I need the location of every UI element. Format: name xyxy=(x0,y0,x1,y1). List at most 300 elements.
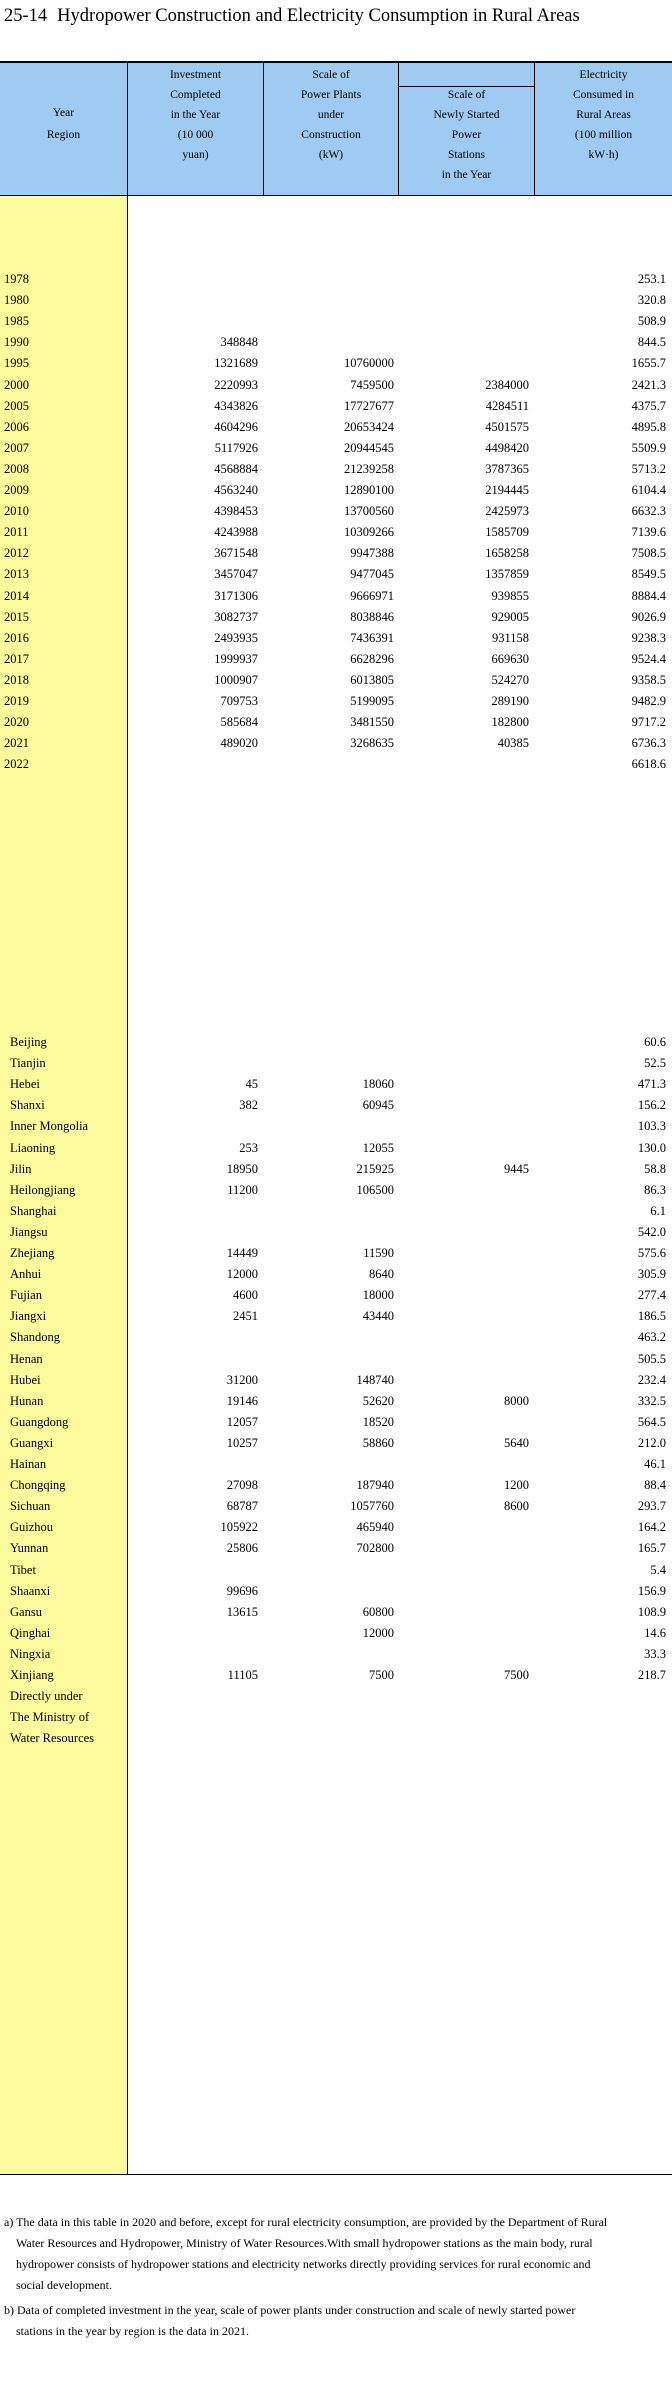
table-row-region xyxy=(0,1201,672,1221)
table-row-year xyxy=(0,501,672,521)
row-label: Hainan xyxy=(10,1457,47,1471)
footnote-line: stations in the year by region is the data in 2021. xyxy=(16,2324,249,2338)
cell-electricity: 232.4 xyxy=(637,1373,666,1387)
table-row-region xyxy=(0,1454,672,1474)
table-row-year xyxy=(0,375,672,395)
cell-investment: 2220993 xyxy=(214,378,258,392)
cell-scale-construction: 3481550 xyxy=(350,715,394,729)
cell-newly-started: 4284511 xyxy=(485,399,529,413)
cell-scale-construction: 7500 xyxy=(369,1668,394,1682)
table-row-region xyxy=(0,1264,672,1284)
table-row-region xyxy=(0,1707,672,1727)
row-label: 2009 xyxy=(4,483,29,497)
cell-scale-construction: 7459500 xyxy=(350,378,394,392)
row-label: 1995 xyxy=(4,356,29,370)
row-label: Anhui xyxy=(10,1267,42,1281)
cell-scale-construction: 60945 xyxy=(362,1098,394,1112)
table-row-region xyxy=(0,1602,672,1622)
cell-newly-started: 5640 xyxy=(504,1436,529,1450)
cell-newly-started: 2194445 xyxy=(485,483,529,497)
cell-newly-started: 1585709 xyxy=(485,525,529,539)
row-label: Shandong xyxy=(10,1330,60,1344)
header-line: Rural Areas xyxy=(576,109,631,121)
row-label: 1990 xyxy=(4,335,29,349)
cell-scale-construction: 9666971 xyxy=(350,589,394,603)
cell-electricity: 844.5 xyxy=(637,335,666,349)
cell-electricity: 164.2 xyxy=(637,1520,666,1534)
cell-electricity: 8549.5 xyxy=(631,567,666,581)
cell-newly-started: 2384000 xyxy=(485,378,529,392)
row-label: Tibet xyxy=(10,1563,36,1577)
row-label: 2020 xyxy=(4,715,29,729)
header-line: Consumed in xyxy=(572,89,634,101)
table-number: 25-14 xyxy=(4,6,48,26)
cell-electricity: 463.2 xyxy=(637,1330,666,1344)
header-line: in the Year xyxy=(441,169,492,181)
cell-investment: 99696 xyxy=(226,1584,258,1598)
header-region-label: Region xyxy=(46,129,81,141)
table-row-region xyxy=(0,1349,672,1369)
header-line: Scale of xyxy=(447,89,486,101)
cell-investment: 4568884 xyxy=(214,462,258,476)
cell-electricity: 186.5 xyxy=(637,1309,666,1323)
cell-scale-construction: 20944545 xyxy=(344,441,394,455)
table-row-year xyxy=(0,396,672,416)
cell-electricity: 86.3 xyxy=(644,1183,666,1197)
cell-scale-construction: 21239258 xyxy=(344,462,394,476)
table-row-region xyxy=(0,1686,672,1706)
table-row-year xyxy=(0,607,672,627)
cell-scale-construction: 60800 xyxy=(362,1605,394,1619)
header-scale-construction xyxy=(264,63,399,195)
header-line: Investment xyxy=(169,69,222,81)
table-row-region xyxy=(0,1560,672,1580)
cell-electricity: 218.7 xyxy=(637,1668,666,1682)
row-label: 2005 xyxy=(4,399,29,413)
table-row-year xyxy=(0,649,672,669)
row-label: Liaoning xyxy=(10,1141,56,1155)
cell-scale-construction: 58860 xyxy=(362,1436,394,1450)
header-line: under xyxy=(317,109,345,121)
table-row-region xyxy=(0,1623,672,1643)
cell-electricity: 156.2 xyxy=(637,1098,666,1112)
cell-investment: 1000907 xyxy=(214,673,258,687)
cell-scale-construction: 702800 xyxy=(356,1541,394,1555)
footnote-line: a) The data in this table in 2020 and before, except for rural electricity consumption, are provided by the Department of Rural xyxy=(4,2215,608,2229)
cell-electricity: 5713.2 xyxy=(631,462,666,476)
cell-investment: 11200 xyxy=(227,1183,258,1197)
table-row-region xyxy=(0,1053,672,1073)
row-label: Zhejiang xyxy=(10,1246,55,1260)
cell-electricity: 508.9 xyxy=(637,314,666,328)
cell-newly-started: 9445 xyxy=(504,1162,529,1176)
cell-electricity: 6104.4 xyxy=(631,483,666,497)
cell-electricity: 58.8 xyxy=(644,1162,666,1176)
cell-investment: 4243988 xyxy=(214,525,258,539)
table-title: Hydropower Construction and Electricity Consumption in Rural Areas xyxy=(57,6,580,26)
cell-electricity: 9026.9 xyxy=(631,610,666,624)
header-newly-started xyxy=(399,63,535,195)
table-row-region xyxy=(0,1581,672,1601)
cell-investment: 3171306 xyxy=(214,589,258,603)
cell-investment: 253 xyxy=(239,1141,258,1155)
cell-scale-construction: 13700560 xyxy=(344,504,394,518)
row-label: Directly under xyxy=(10,1689,83,1703)
cell-electricity: 471.3 xyxy=(637,1077,666,1091)
cell-scale-construction: 6013805 xyxy=(350,673,394,687)
cell-newly-started: 4498420 xyxy=(485,441,529,455)
cell-electricity: 4895.8 xyxy=(631,420,666,434)
row-label: 2008 xyxy=(4,462,29,476)
table-row-region xyxy=(0,1032,672,1052)
cell-electricity: 9717.2 xyxy=(631,715,666,729)
header-line: (kW) xyxy=(318,149,344,161)
cell-scale-construction: 12055 xyxy=(362,1141,394,1155)
cell-newly-started: 289190 xyxy=(491,694,529,708)
row-label: Shaanxi xyxy=(10,1584,51,1598)
cell-investment: 31200 xyxy=(226,1373,258,1387)
cell-scale-construction: 1057760 xyxy=(350,1499,394,1513)
cell-electricity: 6632.3 xyxy=(631,504,666,518)
row-label: 2013 xyxy=(4,567,29,581)
cell-investment: 4563240 xyxy=(214,483,258,497)
table-row-year xyxy=(0,754,672,774)
table-row-year xyxy=(0,522,672,542)
footnote-b xyxy=(4,2300,664,2342)
row-label: Xinjiang xyxy=(10,1668,54,1682)
cell-scale-construction: 43440 xyxy=(362,1309,394,1323)
row-label: Ningxia xyxy=(10,1647,51,1661)
cell-electricity: 156.9 xyxy=(637,1584,666,1598)
cell-newly-started: 182800 xyxy=(491,715,529,729)
row-label: Jiangxi xyxy=(10,1309,47,1323)
row-label: Hebei xyxy=(10,1077,40,1091)
cell-electricity: 253.1 xyxy=(637,272,666,286)
cell-electricity: 33.3 xyxy=(644,1647,666,1661)
cell-scale-construction: 18000 xyxy=(362,1288,394,1302)
header-investment xyxy=(128,63,264,195)
row-label: Gansu xyxy=(10,1605,42,1619)
cell-electricity: 88.4 xyxy=(644,1478,666,1492)
cell-investment: 3082737 xyxy=(214,610,258,624)
cell-newly-started: 1658258 xyxy=(485,546,529,560)
cell-scale-construction: 12000 xyxy=(362,1626,394,1640)
table-row-year xyxy=(0,543,672,563)
row-label: Henan xyxy=(10,1352,43,1366)
table-row-year xyxy=(0,628,672,648)
footnote-line: Water Resources and Hydropower, Ministry of Water Resources.With small hydropower stations as the main body, rural xyxy=(16,2236,593,2250)
cell-scale-construction: 148740 xyxy=(356,1373,394,1387)
cell-investment: 1321689 xyxy=(214,356,258,370)
cell-scale-construction: 6628296 xyxy=(350,652,394,666)
cell-scale-construction: 11590 xyxy=(363,1246,394,1260)
cell-investment: 12000 xyxy=(226,1267,258,1281)
cell-electricity: 165.7 xyxy=(637,1541,666,1555)
cell-newly-started: 4501575 xyxy=(485,420,529,434)
page-title xyxy=(4,6,580,27)
cell-electricity: 108.9 xyxy=(637,1605,666,1619)
cell-scale-construction: 12890100 xyxy=(344,483,394,497)
row-label: Sichuan xyxy=(10,1499,51,1513)
row-label: Beijing xyxy=(10,1035,47,1049)
table-row-year xyxy=(0,480,672,500)
table-row-region xyxy=(0,1074,672,1094)
row-label: 1980 xyxy=(4,293,29,307)
row-label: 2011 xyxy=(4,525,29,539)
cell-electricity: 542.0 xyxy=(637,1225,666,1239)
cell-electricity: 9482.9 xyxy=(631,694,666,708)
cell-scale-construction: 5199095 xyxy=(350,694,394,708)
cell-investment: 4604296 xyxy=(214,420,258,434)
cell-investment: 5117926 xyxy=(214,441,258,455)
table-row-year xyxy=(0,438,672,458)
footnote-line: hydropower consists of hydropower stations and electricity networks directly providing services for rural economic and xyxy=(16,2257,591,2271)
row-label: 2019 xyxy=(4,694,29,708)
cell-investment: 4600 xyxy=(233,1288,258,1302)
cell-electricity: 6736.3 xyxy=(631,736,666,750)
row-label: 2007 xyxy=(4,441,29,455)
cell-newly-started: 929005 xyxy=(491,610,529,624)
row-label: 2006 xyxy=(4,420,29,434)
header-line: Stations xyxy=(447,149,486,161)
row-label: Water Resources xyxy=(10,1731,95,1745)
cell-scale-construction: 9477045 xyxy=(350,567,394,581)
table-row-region xyxy=(0,1538,672,1558)
table-row-year xyxy=(0,311,672,331)
cell-scale-construction: 106500 xyxy=(356,1183,394,1197)
header-line: Electricity xyxy=(579,69,628,81)
cell-investment: 12057 xyxy=(226,1415,258,1429)
row-label: 2022 xyxy=(4,757,29,771)
table-row-region xyxy=(0,1517,672,1537)
row-label: Chongqing xyxy=(10,1478,66,1492)
cell-investment: 4343826 xyxy=(214,399,258,413)
footnote-line: social development. xyxy=(16,2278,112,2292)
row-label: Inner Mongolia xyxy=(10,1119,89,1133)
cell-newly-started: 3787365 xyxy=(485,462,529,476)
cell-scale-construction: 8038846 xyxy=(350,610,394,624)
table-row-region xyxy=(0,1138,672,1158)
table-row-region xyxy=(0,1496,672,1516)
cell-scale-construction: 52620 xyxy=(362,1394,394,1408)
cell-electricity: 9238.3 xyxy=(631,631,666,645)
table-row-year xyxy=(0,670,672,690)
cell-electricity: 2421.3 xyxy=(631,378,666,392)
cell-newly-started: 2425973 xyxy=(485,504,529,518)
cell-newly-started: 524270 xyxy=(491,673,529,687)
header-line: Scale of xyxy=(312,69,350,81)
cell-investment: 2451 xyxy=(233,1309,258,1323)
cell-newly-started: 1357859 xyxy=(485,567,529,581)
table-row-year xyxy=(0,290,672,310)
cell-newly-started: 1200 xyxy=(504,1478,529,1492)
header-line: Construction xyxy=(301,129,361,141)
row-label: The Ministry of xyxy=(10,1710,90,1724)
table-row-region xyxy=(0,1095,672,1115)
cell-scale-construction: 8640 xyxy=(369,1267,394,1281)
cell-investment: 68787 xyxy=(226,1499,258,1513)
cell-scale-construction: 17727677 xyxy=(344,399,394,413)
row-label: 1978 xyxy=(4,272,29,286)
header-line: in the Year xyxy=(170,109,221,121)
table-row-year xyxy=(0,564,672,584)
cell-investment: 382 xyxy=(239,1098,258,1112)
cell-electricity: 564.5 xyxy=(637,1415,666,1429)
table-row-year xyxy=(0,417,672,437)
cell-electricity: 9358.5 xyxy=(631,673,666,687)
cell-scale-construction: 3268635 xyxy=(350,736,394,750)
cell-electricity: 4375.7 xyxy=(631,399,666,413)
table-row-region xyxy=(0,1116,672,1136)
cell-electricity: 505.5 xyxy=(637,1352,666,1366)
cell-scale-construction: 10760000 xyxy=(344,356,394,370)
row-label: Yunnan xyxy=(10,1541,49,1555)
table-row-year xyxy=(0,691,672,711)
table-row-region xyxy=(0,1222,672,1242)
header-line: Newly Started xyxy=(433,109,500,121)
table-row-year xyxy=(0,712,672,732)
cell-investment: 3671548 xyxy=(214,546,258,560)
table-row-region xyxy=(0,1180,672,1200)
row-label: 1985 xyxy=(4,314,29,328)
table-row-region xyxy=(0,1306,672,1326)
header-line: Completed xyxy=(170,89,221,101)
cell-investment: 14449 xyxy=(226,1246,258,1260)
row-label: 2017 xyxy=(4,652,29,666)
cell-electricity: 575.6 xyxy=(637,1246,666,1260)
header-line: (100 million xyxy=(574,129,633,141)
table-row-year xyxy=(0,586,672,606)
cell-investment: 105922 xyxy=(220,1520,258,1534)
row-label: Jilin xyxy=(10,1162,32,1176)
row-label: Hubei xyxy=(10,1373,41,1387)
cell-investment: 10257 xyxy=(226,1436,258,1450)
cell-electricity: 7508.5 xyxy=(631,546,666,560)
row-label: Jiangsu xyxy=(10,1225,48,1239)
table-bottom-rule xyxy=(0,2174,672,2175)
cell-electricity: 6618.6 xyxy=(631,757,666,771)
cell-electricity: 212.0 xyxy=(637,1436,666,1450)
cell-electricity: 5.4 xyxy=(650,1563,666,1577)
table-row-region xyxy=(0,1391,672,1411)
table-row-region xyxy=(0,1412,672,1432)
cell-scale-construction: 465940 xyxy=(356,1520,394,1534)
cell-investment: 4398453 xyxy=(214,504,258,518)
cell-newly-started: 7500 xyxy=(504,1668,529,1682)
cell-scale-construction: 20653424 xyxy=(344,420,394,434)
header-electricity xyxy=(535,63,672,195)
row-label: Guangxi xyxy=(10,1436,54,1450)
cell-electricity: 5509.9 xyxy=(631,441,666,455)
header-year-label: Year xyxy=(52,107,75,119)
table-header xyxy=(0,63,672,195)
table-row-year xyxy=(0,733,672,753)
table-row-region xyxy=(0,1433,672,1453)
row-label: Guangdong xyxy=(10,1415,69,1429)
cell-investment: 585684 xyxy=(220,715,258,729)
table-row-year xyxy=(0,459,672,479)
cell-electricity: 1655.7 xyxy=(631,356,666,370)
row-label: 2012 xyxy=(4,546,29,560)
cell-electricity: 6.1 xyxy=(650,1204,666,1218)
row-label: 2015 xyxy=(4,610,29,624)
header-year-region xyxy=(0,63,128,195)
cell-electricity: 320.8 xyxy=(637,293,666,307)
cell-electricity: 8884.4 xyxy=(631,589,666,603)
header-line: yuan) xyxy=(182,149,209,161)
cell-newly-started: 669630 xyxy=(491,652,529,666)
cell-electricity: 332.5 xyxy=(637,1394,666,1408)
cell-scale-construction: 7436391 xyxy=(350,631,394,645)
table-row-region xyxy=(0,1159,672,1179)
cell-electricity: 305.9 xyxy=(637,1267,666,1281)
row-label: 2000 xyxy=(4,378,29,392)
row-label: 2021 xyxy=(4,736,29,750)
footnotes xyxy=(4,2212,664,2346)
row-label: Fujian xyxy=(10,1288,42,1302)
cell-newly-started: 939855 xyxy=(491,589,529,603)
table-row-region xyxy=(0,1644,672,1664)
row-label: 2014 xyxy=(4,589,29,603)
header-line: Power Plants xyxy=(300,89,362,101)
cell-newly-started: 8600 xyxy=(504,1499,529,1513)
cell-investment: 2493935 xyxy=(214,631,258,645)
table-row-year xyxy=(0,353,672,373)
table-row-region xyxy=(0,1243,672,1263)
cell-scale-construction: 9947388 xyxy=(350,546,394,560)
cell-scale-construction: 18060 xyxy=(362,1077,394,1091)
cell-newly-started: 40385 xyxy=(497,736,529,750)
cell-investment: 489020 xyxy=(220,736,258,750)
table-row-year xyxy=(0,269,672,289)
cell-newly-started: 931158 xyxy=(491,631,529,645)
row-label: Shanxi xyxy=(10,1098,45,1112)
cell-electricity: 103.3 xyxy=(637,1119,666,1133)
cell-electricity: 7139.6 xyxy=(631,525,666,539)
row-label: Tianjin xyxy=(10,1056,46,1070)
table-row-region xyxy=(0,1665,672,1685)
row-label: 2010 xyxy=(4,504,29,518)
row-label: Shanghai xyxy=(10,1204,57,1218)
row-label: Heilongjiang xyxy=(10,1183,76,1197)
header-line: (10 000 xyxy=(177,129,214,141)
row-label: Hunan xyxy=(10,1394,44,1408)
cell-investment: 18950 xyxy=(226,1162,258,1176)
header-line: Power xyxy=(451,129,482,141)
cell-electricity: 277.4 xyxy=(637,1288,666,1302)
row-label: 2018 xyxy=(4,673,29,687)
table-row-region xyxy=(0,1728,672,1748)
table-row-region xyxy=(0,1370,672,1390)
cell-investment: 348848 xyxy=(220,335,258,349)
cell-scale-construction: 215925 xyxy=(356,1162,394,1176)
cell-investment: 1999937 xyxy=(214,652,258,666)
cell-electricity: 130.0 xyxy=(637,1141,666,1155)
cell-newly-started: 8000 xyxy=(504,1394,529,1408)
cell-electricity: 14.6 xyxy=(644,1626,666,1640)
cell-investment: 27098 xyxy=(226,1478,258,1492)
cell-scale-construction: 18520 xyxy=(362,1415,394,1429)
row-label: Guizhou xyxy=(10,1520,54,1534)
cell-investment: 19146 xyxy=(226,1394,258,1408)
row-label: Qinghai xyxy=(10,1626,51,1640)
cell-investment: 3457047 xyxy=(214,567,258,581)
footnote-a xyxy=(4,2212,664,2296)
cell-electricity: 46.1 xyxy=(644,1457,666,1471)
cell-investment: 25806 xyxy=(226,1541,258,1555)
table-row-region xyxy=(0,1327,672,1347)
cell-electricity: 293.7 xyxy=(637,1499,666,1513)
